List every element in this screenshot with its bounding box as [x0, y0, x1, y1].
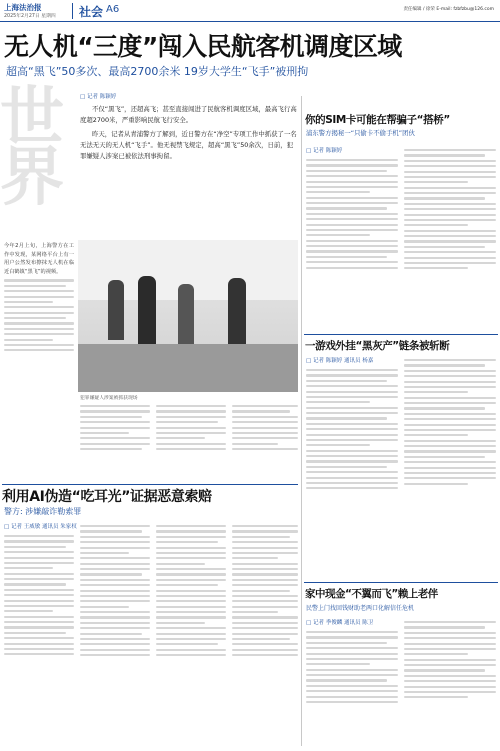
main-col-1	[4, 242, 74, 355]
gang-story-rule	[304, 334, 498, 335]
main-col-1-intro: 今年2月上旬，上海警方在工作中发现，某网络平台上有一用户公然发布擦抹无人机在临近白鹤镇“黑飞”的视频。	[4, 243, 74, 275]
lead-paragraph: 不仅“黑飞”，还超高飞；甚至直接闯进了民航客机调度区域，最高飞行高度超2700米，严重影响民航飞行安全。	[80, 105, 297, 124]
main-col-3	[156, 402, 226, 453]
gang-col-1	[306, 366, 398, 493]
date-line: 2025年2月27日 星期四	[4, 14, 56, 19]
gang-col-2	[404, 356, 496, 488]
section-label: 社会	[79, 5, 104, 19]
gang-story-headline: 一游戏外挂“黑灰产”链条被斩断	[305, 340, 450, 352]
cash-story-reporter: □ 记者 季俊麟 通讯员 陈卫	[306, 620, 374, 626]
sim-col-2	[404, 146, 496, 273]
cash-col-1	[306, 628, 398, 706]
main-col-2	[80, 402, 150, 453]
sim-story-subhead: 浦东警方揭秘一“只偷卡不偷手机”团伙	[306, 129, 415, 137]
main-reporter: □ 记者 陈颖婷	[80, 94, 117, 100]
paper-name-logo: 上海法治报	[4, 3, 42, 12]
ai-story-subhead: 警方: 涉嫌敲诈勒索罪	[4, 507, 82, 516]
lead-paragraph-2: 昨天，记者从青浦警方了解到，近日警方在“净空”专项工作中抓获了一名无法无天的无人机“飞手”。他无视禁飞规定，超高“黑飞”50余次，日前，犯罪嫌疑人涉案已被依法刑事拘留。	[80, 130, 297, 160]
news-photo	[78, 240, 298, 392]
cash-story-headline: 家中现金“不翼而飞”赖上老伴	[305, 588, 438, 600]
masthead-rule	[0, 21, 500, 22]
ai-story-reporter: □ 记者 王威敏 通讯员 朱家权	[4, 524, 77, 530]
photo-caption: 犯罪嫌疑人涉案被抓获现场	[80, 396, 138, 401]
sim-col-1	[306, 156, 398, 272]
masthead	[0, 0, 500, 22]
main-headline: 无人机“三度”闯入民航客机调度区域	[4, 32, 402, 61]
ai-col-3	[156, 522, 226, 659]
ai-col-1	[4, 532, 74, 659]
lead-box	[80, 92, 298, 238]
decorative-watermark-glyph: 世 界	[0, 80, 64, 215]
ai-col-2	[80, 522, 150, 659]
cash-story-rule	[304, 582, 498, 583]
main-col-4	[232, 402, 298, 453]
ai-col-4	[232, 522, 298, 659]
gang-story-reporter: □ 记者 陈颖婷 通讯员 杨嘉	[306, 358, 374, 364]
main-subheadline: 超高“黑飞”50多次、最高2700余米 19岁大学生“飞手”被刑拘	[6, 65, 309, 78]
column-divider	[301, 96, 302, 746]
editor-info: 责任编辑 / 徐荣 E-mail: fzbfzbu@126.com	[403, 7, 494, 12]
cash-story-subhead: 民警上门找回钱财助老两口化解信任危机	[306, 605, 415, 612]
ai-story-rule	[2, 484, 298, 485]
cash-col-2	[404, 618, 496, 702]
sim-story-reporter: □ 记者 陈颖婷	[306, 148, 343, 154]
page-code: A6	[106, 4, 120, 15]
ai-story-headline: 利用AI伪造“吃耳光”证据恶意索赔	[2, 489, 212, 505]
section-divider	[72, 3, 73, 19]
sim-story-headline: 你的SIM卡可能在帮骗子“搭桥”	[305, 114, 450, 126]
